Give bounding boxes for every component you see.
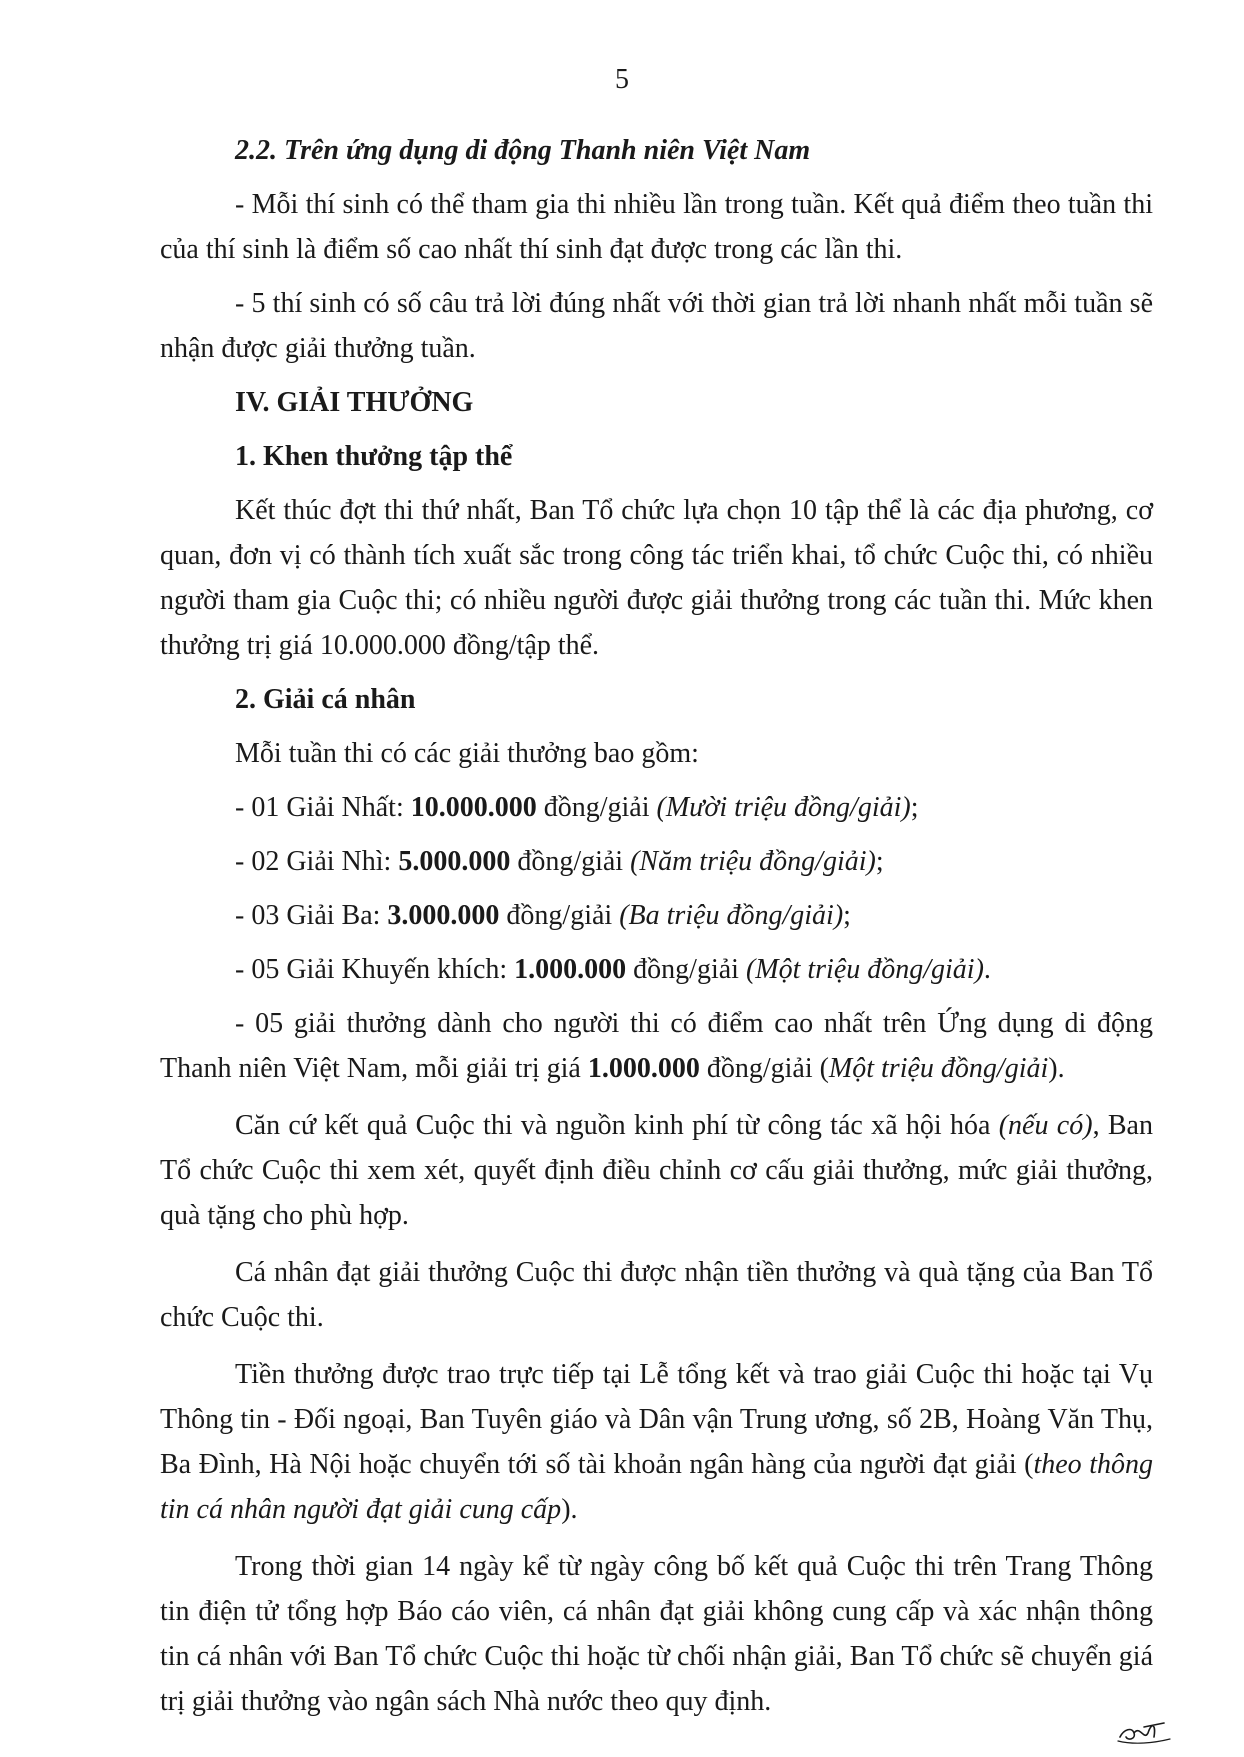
prize-third: - 03 Giải Ba: 3.000.000 đồng/giải (Ba triệu đồng/giải);	[235, 900, 851, 931]
paragraph-prize-delivery: Tiền thưởng được trao trực tiếp tại Lễ tổng kết và trao giải Cuộc thi hoặc tại Vụ Thông tin - Đối ngoại, Ban Tuyên giáo và Dân vận Trung ương, số 2B, Hoàng Văn Thụ, Ba Đình, Hà Nội hoặc chuyển tới số tài khoản ngân hàng của người đạt giải (theo thông tin cá nhân người đạt giải cung cấp).	[160, 1359, 1153, 1525]
paragraph-multiple-attempts: - Mỗi thí sinh có thể tham gia thi nhiều lần trong tuần. Kết quả điểm theo tuần thi của thí sinh là điểm số cao nhất thí sinh đạt được trong các lần thi.	[160, 189, 1153, 265]
prize-first: - 01 Giải Nhất: 10.000.000 đồng/giải (Mười triệu đồng/giải);	[235, 792, 919, 823]
paragraph-prize-intro: Mỗi tuần thi có các giải thưởng bao gồm:	[235, 738, 699, 769]
section-heading-iv: IV. GIẢI THƯỞNG	[235, 387, 474, 418]
document-body	[160, 128, 1153, 1724]
paragraph-collective-award: Kết thúc đợt thi thứ nhất, Ban Tổ chức lựa chọn 10 tập thể là các địa phương, cơ quan, đơn vị có thành tích xuất sắc trong công tác triển khai, tổ chức Cuộc thi, có nhiều người tham gia Cuộc thi; có nhiều người được giải thưởng trong các tuần thi. Mức khen thưởng trị giá 10.000.000 đồng/tập thể.	[160, 495, 1153, 661]
prize-second: - 02 Giải Nhì: 5.000.000 đồng/giải (Năm triệu đồng/giải);	[235, 846, 884, 877]
prize-app: - 05 giải thưởng dành cho người thi có điểm cao nhất trên Ứng dụng di động Thanh niên Việt Nam, mỗi giải trị giá 1.000.000 đồng/giải (Một triệu đồng/giải).	[160, 1008, 1153, 1084]
section-heading-collective-award: 1. Khen thưởng tập thể	[235, 441, 513, 472]
section-heading-2-2: 2.2. Trên ứng dụng di động Thanh niên Việt Nam	[235, 135, 811, 166]
handwritten-initials	[1114, 1707, 1174, 1747]
paragraph-adjustment: Căn cứ kết quả Cuộc thi và nguồn kinh phí từ công tác xã hội hóa (nếu có), Ban Tổ chức Cuộc thi xem xét, quyết định điều chỉnh cơ cấu giải thưởng, mức giải thưởng, quà tặng cho phù hợp.	[160, 1110, 1153, 1231]
prize-encouragement: - 05 Giải Khuyến khích: 1.000.000 đồng/giải (Một triệu đồng/giải).	[235, 954, 991, 985]
page-number: 5	[615, 64, 629, 95]
section-heading-individual-prize: 2. Giải cá nhân	[235, 684, 416, 715]
paragraph-prize-receipt: Cá nhân đạt giải thưởng Cuộc thi được nhận tiền thưởng và quà tặng của Ban Tổ chức Cuộc thi.	[160, 1257, 1153, 1333]
paragraph-deadline: Trong thời gian 14 ngày kể từ ngày công bố kết quả Cuộc thi trên Trang Thông tin điện tử tổng hợp Báo cáo viên, cá nhân đạt giải không cung cấp và xác nhận thông tin cá nhân với Ban Tổ chức Cuộc thi hoặc từ chối nhận giải, Ban Tổ chức sẽ chuyển giá trị giải thưởng vào ngân sách Nhà nước theo quy định.	[160, 1551, 1153, 1717]
paragraph-weekly-prize: - 5 thí sinh có số câu trả lời đúng nhất với thời gian trả lời nhanh nhất mỗi tuần sẽ nhận được giải thưởng tuần.	[160, 288, 1153, 364]
